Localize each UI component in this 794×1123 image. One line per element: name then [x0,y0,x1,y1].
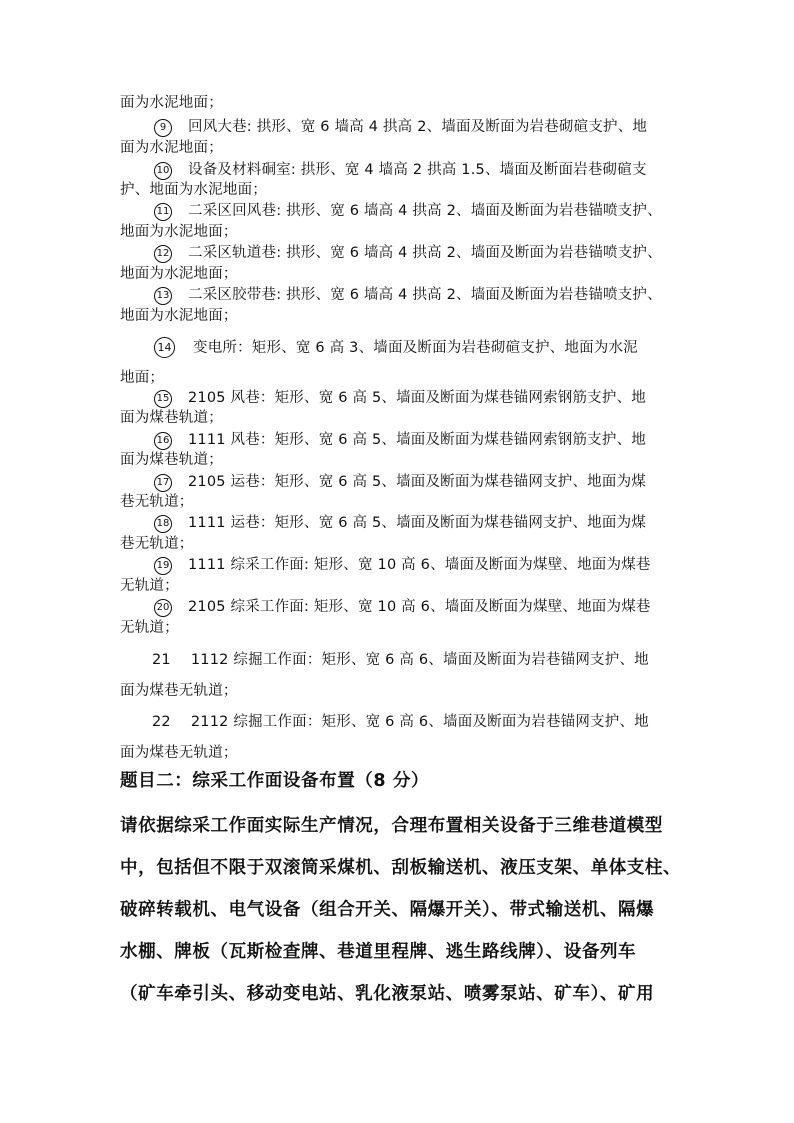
list-item-22: 22 2112 综掘工作面：矩形、宽 6 高 6、墙面及断面为岩巷锚网支护、地 [152,714,649,730]
list-item-12: 12 二采区轨道巷: 拱形、宽 6 墙高 4 拱高 2、墙面及断面为岩巷锚喷支护、 [154,243,662,263]
text-line: 面为煤巷轨道； [120,452,223,468]
paragraph-line: 请依据综采工作面实际生产情况，合理布置相关设备于三维巷道模型 [120,816,663,836]
text-line: 地面； [120,370,165,386]
list-item-15: 15 2105 风巷：矩形、宽 6 高 5、墙面及断面为煤巷锚网索钢筋支护、地 [154,388,646,408]
circled-number: 18 [154,515,172,533]
list-item-13: 13 二采区胶带巷: 拱形、宽 6 墙高 4 拱高 2、墙面及断面为岩巷锚喷支护、 [154,285,662,305]
paragraph-line: 中，包括但不限于双滚筒采煤机、刮板输送机、液压支架、单体支柱、 [120,858,682,878]
circled-number: 19 [154,557,172,575]
text-line: 面为水泥地面； [120,95,223,111]
text-line: 巷无轨道； [120,536,194,552]
paragraph-line: 破碎转载机、电气设备（组合开关、隔爆开关）、带式输送机、隔爆 [120,900,655,920]
list-item-21: 21 1112 综掘工作面：矩形、宽 6 高 6、墙面及断面为岩巷锚网支护、地 [152,652,649,668]
text-line: 巷无轨道； [120,494,194,510]
text-line: 地面为水泥地面； [120,308,238,324]
list-item-17: 17 2105 运巷：矩形、宽 6 高 5、墙面及断面为煤巷锚网支护、地面为煤 [154,472,646,492]
list-item-14: 14 变电所：矩形、宽 6 高 3、墙面及断面为岩巷砌碹支护、地面为水泥 [154,337,638,358]
circled-number: 12 [154,245,172,263]
list-item-18: 18 1111 运巷：矩形、宽 6 高 5、墙面及断面为煤巷锚网支护、地面为煤 [154,513,646,533]
list-item-16: 16 1111 风巷：矩形、宽 6 高 5、墙面及断面为煤巷锚网索钢筋支护、地 [154,430,646,450]
text-line: 面为水泥地面； [120,140,223,156]
circled-number: 10 [154,162,172,180]
circled-number: 16 [154,432,172,450]
list-item-20: 20 2105 综采工作面: 矩形、宽 10 高 6、墙面及断面为煤壁、地面为煤巷 [154,597,651,617]
item-number: 21 [152,652,171,668]
circled-number: 15 [154,390,172,408]
list-item-11: 11 二采区回风巷: 拱形、宽 6 墙高 4 拱高 2、墙面及断面为岩巷锚喷支护、 [154,201,662,221]
text-line: 面为煤巷轨道； [120,410,223,426]
circled-number: 14 [154,337,175,358]
list-item-19: 19 1111 综采工作面: 矩形、宽 10 高 6、墙面及断面为煤壁、地面为煤巷 [154,555,651,575]
paragraph-line: （矿车牵引头、移动变电站、乳化液泵站、喷雾泵站、矿车）、矿用 [120,984,655,1004]
list-item-9: 9 回风大巷: 拱形、宽 6 墙高 4 拱高 2、墙面及断面为岩巷砌碹支护、地 [154,117,647,137]
circled-number: 17 [154,474,172,492]
section-title: 题目二：综采工作面设备布置（8 分） [120,771,430,791]
text-line: 地面为水泥地面； [120,266,238,282]
circled-number: 9 [154,119,172,137]
circled-number: 11 [154,203,172,221]
list-item-10: 10 设备及材料硐室: 拱形、宽 4 墙高 2 拱高 1.5、墙面及断面岩巷砌碹支 [154,160,647,180]
text-line: 无轨道； [120,620,179,636]
text-line: 面为煤巷无轨道； [120,745,238,761]
text-line: 地面为水泥地面； [120,224,238,240]
text-line: 面为煤巷无轨道； [120,683,238,699]
circled-number: 13 [154,287,172,305]
circled-number: 20 [154,599,172,617]
text-line: 护、地面为水泥地面； [120,182,267,198]
text-line: 无轨道； [120,578,179,594]
item-number: 22 [152,714,171,730]
paragraph-line: 水棚、牌板（瓦斯检查牌、巷道里程牌、逃生路线牌）、设备列车 [120,942,637,962]
